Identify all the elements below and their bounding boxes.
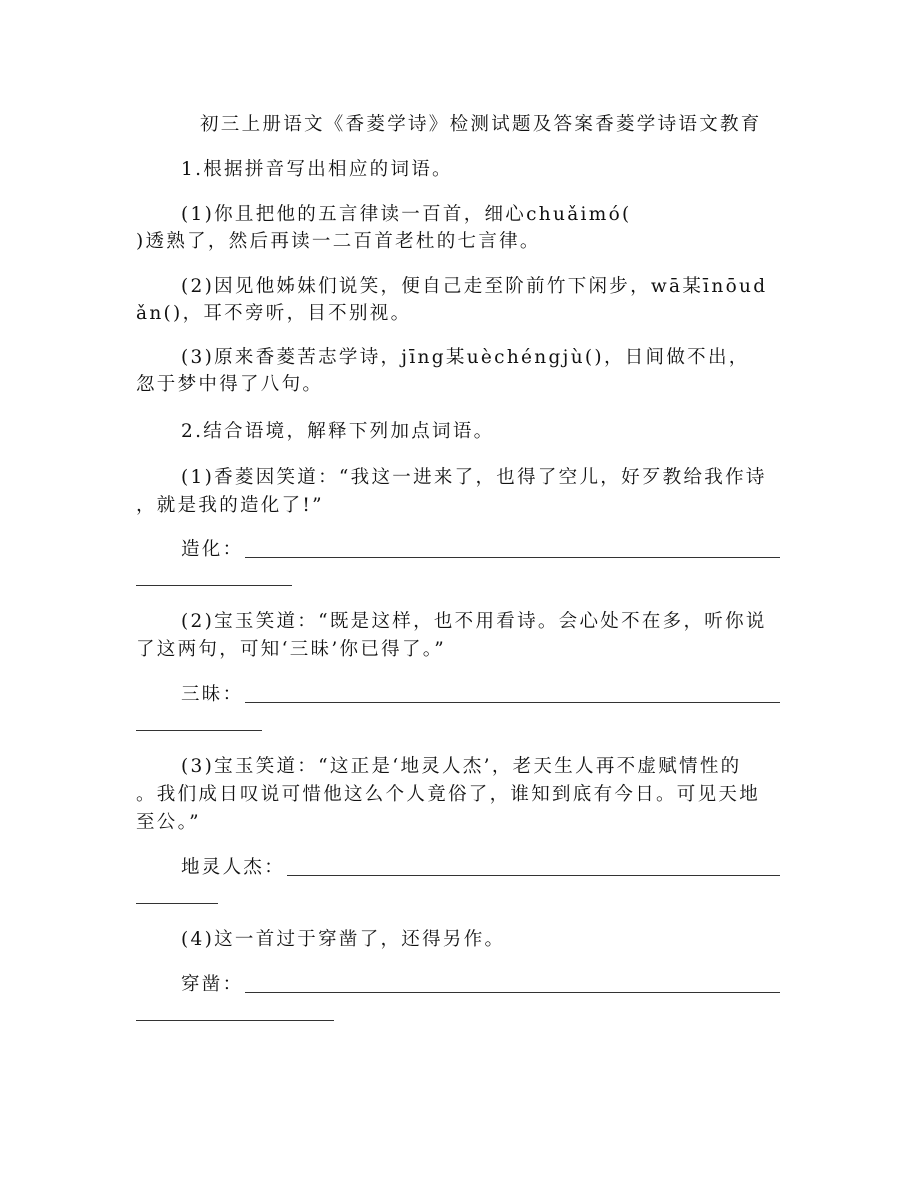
- q1-item-3-line1: (3)原来香菱苦志学诗，jīng某uèchéngjù()，日间做不出，: [181, 347, 750, 368]
- q1-item-1-line1: (1)你且把他的五言律读一百首，细心chuǎimó(: [181, 204, 632, 225]
- answer-label-sanmei: 三昧：: [181, 684, 244, 705]
- answer-blank-zaohua[interactable]: [245, 557, 780, 558]
- answer-label-zaohua: 造化：: [181, 539, 244, 560]
- q2-item-1-line1: (1)香菱因笑道：“我这一进来了，也得了空儿，好歹教给我作诗: [181, 467, 767, 488]
- q1-item-2-line2: ǎn()，耳不旁听，目不别视。: [136, 303, 412, 324]
- answer-blank-chuanzao[interactable]: [245, 992, 780, 993]
- q1-item-3-line2: 忽于梦中得了八句。: [136, 374, 324, 395]
- q1-item-1-line2: )透熟了，然后再读一二百首老杜的七言律。: [136, 231, 541, 252]
- answer-label-dilingrenjie: 地灵人杰：: [181, 857, 286, 878]
- q2-item-4-line1: (4)这一首过于穿凿了，还得另作。: [181, 929, 506, 950]
- answer-blank-sanmei[interactable]: [245, 702, 780, 703]
- question-1-heading: 1.根据拼音写出相应的词语。: [181, 159, 453, 180]
- q2-item-3-line1: (3)宝玉笑道：“这正是‘地灵人杰’，老天生人再不虚赋情性的: [181, 756, 742, 777]
- q2-item-3-line2: 。我们成日叹说可惜他这么个人竟俗了，谁知到底有今日。可见天地: [136, 784, 761, 805]
- q1-item-2-line1: (2)因见他姊妹们说笑，便自己走至阶前竹下闲步，wā某īnōud: [181, 276, 768, 297]
- q2-item-3-line3: 至公。”: [136, 812, 201, 833]
- answer-blank-dilingrenjie-cont[interactable]: [136, 903, 218, 904]
- answer-blank-zaohua-cont[interactable]: [136, 585, 292, 586]
- question-2-heading: 2.结合语境，解释下列加点词语。: [181, 421, 495, 442]
- q2-item-2-line1: (2)宝玉笑道：“既是这样，也不用看诗。会心处不在多，听你说: [181, 611, 767, 632]
- answer-blank-chuanzao-cont[interactable]: [136, 1020, 334, 1021]
- answer-blank-sanmei-cont[interactable]: [136, 730, 262, 731]
- answer-blank-dilingrenjie[interactable]: [287, 875, 780, 876]
- answer-label-chuanzao: 穿凿：: [181, 974, 244, 995]
- q2-item-1-line2: ，就是我的造化了!”: [136, 495, 324, 516]
- document-title: 初三上册语文《香菱学诗》检测试题及答案香菱学诗语文教育: [200, 114, 762, 135]
- q2-item-2-line2: 了这两句，可知‘三昧’你已得了。”: [136, 639, 447, 660]
